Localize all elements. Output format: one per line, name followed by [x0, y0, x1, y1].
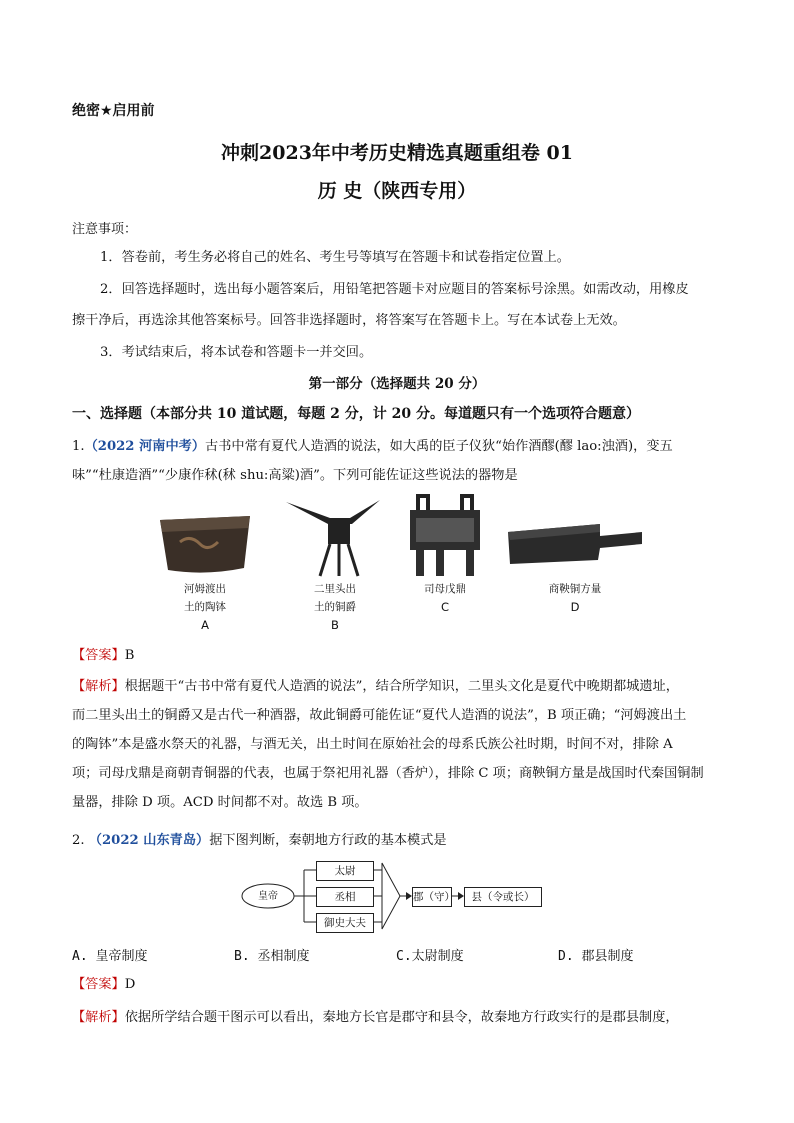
- figure-letter: B: [331, 618, 339, 632]
- qin-admin-diagram: [240, 855, 560, 937]
- page-subtitle: 历 史（陕西专用）: [317, 180, 477, 202]
- analysis-line: 量器，排除 D 项。ACD 时间都不对。故选 B 项。: [72, 795, 368, 810]
- figure-caption: 土的铜爵: [314, 601, 356, 613]
- answer-tag: 【答案】: [72, 648, 125, 663]
- option-c: C.太尉制度: [396, 949, 464, 964]
- question-1-stem: [72, 432, 722, 490]
- figure-letter: C: [440, 600, 450, 614]
- emperor-node: 皇帝: [258, 891, 278, 902]
- analysis-line: 的陶钵”本是盛水祭天的礼器，与酒无关，出土时间在原始社会的母系氏族公社时期，时间不对，排除 A: [72, 737, 673, 752]
- stem-line: 古书中常有夏代人造酒的说法，如大禹的臣子仪狄“始作酒醪(醪 lao:浊酒)，变五: [205, 439, 673, 454]
- question-source: （2022 山东青岛）: [88, 833, 210, 848]
- jun-node: 郡（守）: [412, 887, 452, 907]
- figure-caption: 河姆渡出: [184, 583, 226, 595]
- question-2-answer: [72, 970, 722, 999]
- figure-caption: 商鞅铜方量: [548, 583, 602, 595]
- note-item-1: 1．答卷前，考生务必将自己的姓名、考生号等填写在答题卡和试卷指定位置上。: [100, 250, 570, 265]
- question-source: （2022 河南中考）: [84, 439, 206, 454]
- figure-c: [390, 492, 500, 614]
- analysis-tag: 【解析】: [72, 679, 125, 694]
- figure-a: [150, 492, 260, 632]
- analysis-line: 依据所学结合题干图示可以看出，秦地方长官是郡守和县令，故秦地方行政实行的是郡县制度，: [124, 1010, 679, 1025]
- note-item-3: 3．考试结束后，将本试卷和答题卡一并交回。: [100, 345, 373, 360]
- notes-heading: 注意事项：: [72, 222, 138, 237]
- analysis-line: 根据题干“古书中常有夏代人造酒的说法”，结合所学知识，二里头文化是夏代中晚期都城遗址，: [124, 679, 679, 694]
- answer-tag: 【答案】: [72, 977, 125, 992]
- option-d: D. 郡县制度: [558, 949, 634, 964]
- analysis-tag: 【解析】: [72, 1010, 125, 1025]
- artifact-figures: [150, 492, 670, 642]
- option-b: B. 丞相制度: [234, 949, 310, 964]
- official-taiwei: 太尉: [316, 861, 374, 881]
- figure-letter: D: [570, 600, 580, 614]
- xian-node: 县（令或长）: [464, 887, 542, 907]
- pottery-bowl-icon: [150, 492, 260, 578]
- figure-caption: 司母戊鼎: [424, 583, 466, 595]
- figure-d: [500, 492, 650, 614]
- analysis-line: 而二里头出土的铜爵又是古代一种酒器，故此铜爵可能佐证“夏代人造酒的说法”，B 项正确；“河姆渡出土: [72, 708, 687, 723]
- confidential-label: 绝密★启用前: [72, 103, 155, 119]
- figure-b: [280, 492, 390, 632]
- part-heading: 一、选择题（本部分共 10 道试题，每题 2 分，计 20 分。每道题只有一个选项符合题意）: [72, 406, 640, 422]
- question-1-analysis: [72, 672, 722, 817]
- answer-value: B: [124, 648, 135, 663]
- bronze-ding-icon: [390, 492, 500, 578]
- figure-caption: 土的陶钵: [184, 601, 226, 613]
- stem-line: 味”“杜康造酒”“少康作秫(秫 shu:高粱)酒”。下列可能佐证这些说法的器物是: [72, 468, 518, 483]
- section-title: 第一部分（选择题共 20 分）: [308, 376, 486, 392]
- figure-caption: 二里头出: [314, 583, 356, 595]
- note-item-2-cont: 擦干净后，再选涂其他答案标号。回答非选择题时，将答案写在答题卡上。写在本试卷上无效。: [72, 313, 626, 328]
- official-yushi: 御史大夫: [316, 913, 374, 933]
- question-number: 2.: [72, 833, 85, 848]
- question-2-analysis: [72, 1003, 722, 1032]
- bronze-measure-icon: [500, 492, 650, 578]
- stem-line: 据下图判断，秦朝地方行政的基本模式是: [209, 833, 447, 848]
- option-a: A. 皇帝制度: [72, 949, 148, 964]
- official-chengxiang: 丞相: [316, 887, 374, 907]
- figure-letter: A: [201, 618, 209, 632]
- bronze-jue-icon: [280, 492, 390, 578]
- page-title: 冲刺2023年中考历史精选真题重组卷 01: [221, 142, 573, 164]
- note-item-2: 2．回答选择题时，选出每小题答案后，用铅笔把答题卡对应题目的答案标号涂黑。如需改动，用橡皮: [100, 282, 689, 297]
- question-1-answer: [72, 641, 722, 670]
- question-2-stem: [72, 826, 722, 855]
- question-number: 1.: [72, 439, 85, 454]
- analysis-line: 项；司母戊鼎是商朝青铜器的代表，也属于祭祀用礼器（香炉），排除 C 项；商鞅铜方量是战国时代秦国铜制: [72, 766, 704, 781]
- answer-value: D: [124, 977, 136, 992]
